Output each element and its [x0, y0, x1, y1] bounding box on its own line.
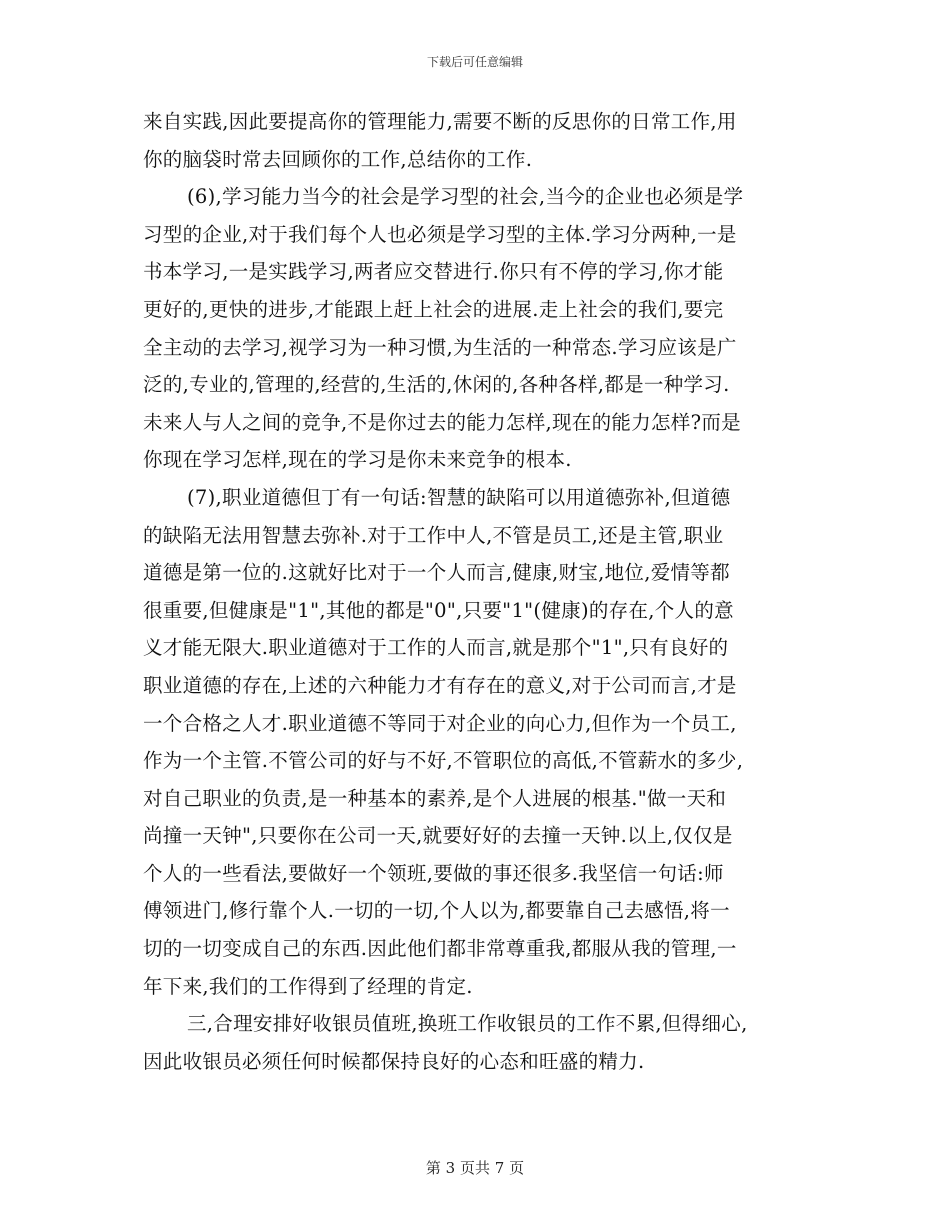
text-line: 习型的企业,对于我们每个人也必须是学习型的主体.学习分两种,一是 [143, 222, 737, 246]
paragraph-learning-ability [143, 178, 808, 479]
text-line: 泛的,专业的,管理的,经营的,生活的,休闲的,各种各样,都是一种学习. [143, 373, 730, 397]
text-line: (7),职业道德但丁有一句话:智慧的缺陷可以用道德弥补,但道德 [187, 485, 731, 509]
text-line: 职业道德的存在,上述的六种能力才有存在的意义,对于公司而言,才是 [143, 673, 737, 697]
page-header: 下载后可任意编辑 [426, 55, 523, 69]
text-line: 来自实践,因此要提高你的管理能力,需要不断的反思你的日常工作,用 [143, 110, 737, 133]
text-line: 尚撞一天钟",只要你在公司一天,就要好好的去撞一天钟.以上,仅仅是 [143, 824, 733, 848]
text-line: 个人的一些看法,要做好一个领班,要做的事还很多.我坚信一句话:师 [143, 861, 724, 885]
paragraph-professional-ethics [143, 479, 808, 1005]
text-line: 一个合格之人才.职业道德不等同于对企业的向心力,但作为一个员工, [143, 711, 737, 735]
document-body [143, 103, 808, 1080]
text-line: 书本学习,一是实践学习,两者应交替进行.你只有不停的学习,你才能 [143, 260, 724, 284]
text-line: 更好的,更快的进步,才能跟上赶上社会的进展.走上社会的我们,要完 [143, 297, 724, 321]
text-line: 切的一切变成自己的东西.因此他们都非常尊重我,都服从我的管理,一 [143, 937, 737, 961]
text-line: 因此收银员必须任何时候都保持良好的心态和旺盛的精力. [143, 1049, 645, 1073]
text-line: 义才能无限大.职业道德对于工作的人而言,就是那个"1",只有良好的 [143, 636, 729, 660]
text-line: 三,合理安排好收银员值班,换班工作收银员的工作不累,但得细心, [187, 1012, 748, 1036]
text-line: 对自己职业的负责,是一种基本的素养,是个人进展的根基."做一天和 [143, 786, 727, 810]
text-line: 全主动的去学习,视学习为一种习惯,为生活的一种常态.学习应该是广 [143, 335, 737, 359]
text-line: 道德是第一位的.这就好比对于一个人而言,健康,财宝,地位,爱情等都 [143, 561, 730, 585]
text-line: 你的脑袋时常去回顾你的工作,总结你的工作. [143, 147, 533, 171]
text-line: 很重要,但健康是"1",其他的都是"0",只要"1"(健康)的存在,个人的意 [143, 598, 734, 622]
page-footer: 第 3 页共 7 页 [425, 1159, 525, 1177]
text-line: 未来人与人之间的竞争,不是你过去的能力怎样,现在的能力怎样?而是 [143, 410, 741, 434]
text-line: 作为一个主管.不管公司的好与不好,不管职位的高低,不管薪水的多少, [143, 749, 744, 773]
paragraph-cashier-scheduling [143, 1005, 808, 1080]
text-line: (6),学习能力当今的社会是学习型的社会,当今的企业也必须是学 [187, 185, 744, 209]
paragraph-continuation [143, 103, 808, 178]
text-line: 年下来,我们的工作得到了经理的肯定. [143, 974, 473, 998]
text-line: 你现在学习怎样,现在的学习是你未来竞争的根本. [143, 448, 572, 472]
text-line: 的缺陷无法用智慧去弥补.对于工作中人,不管是员工,还是主管,职业 [143, 523, 724, 547]
text-line: 傅领进门,修行靠个人.一切的一切,个人以为,都要靠自己去感悟,将一 [143, 899, 730, 923]
